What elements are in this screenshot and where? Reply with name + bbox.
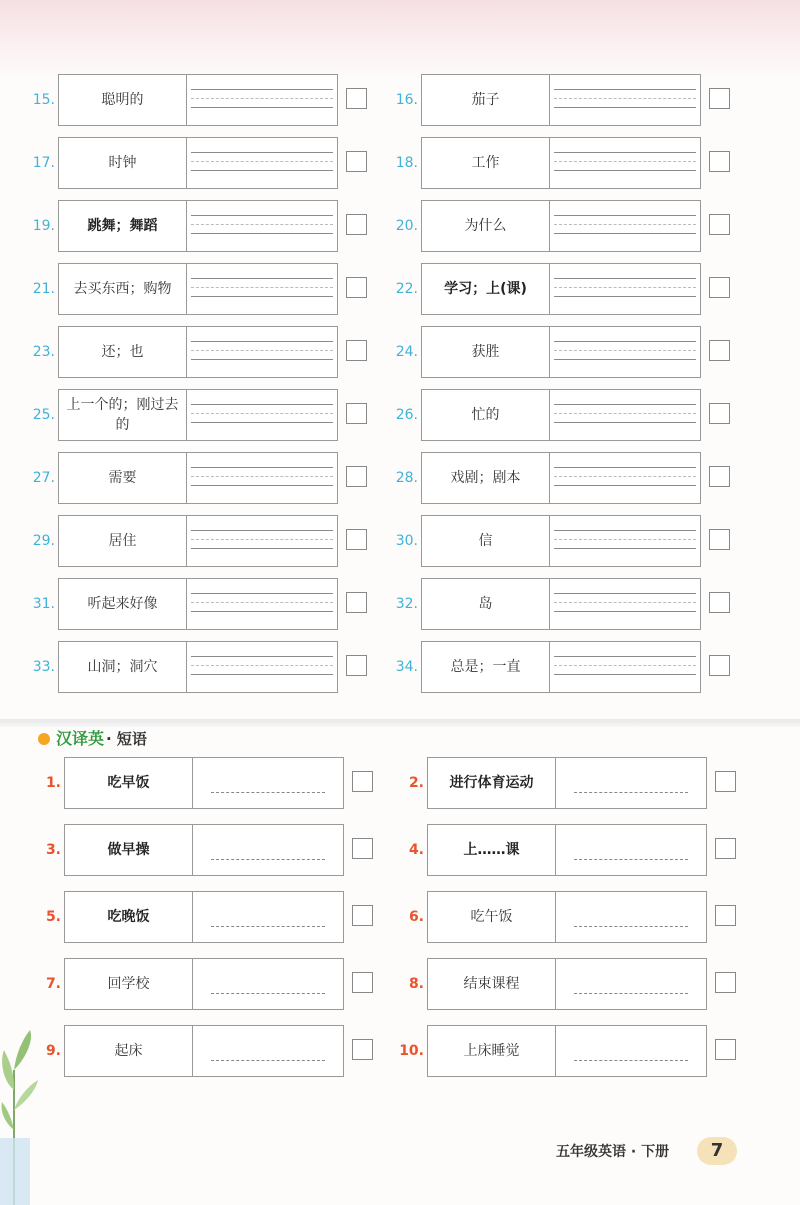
book-title: 五年级英语 · 下册 — [556, 1144, 670, 1160]
writing-area[interactable] — [193, 758, 343, 808]
answer-box — [64, 958, 344, 1010]
vocab-item — [363, 74, 743, 126]
writing-area[interactable] — [556, 758, 706, 808]
writing-area[interactable] — [187, 264, 337, 314]
item-number: 9. — [45, 1043, 61, 1059]
section-dot-icon — [38, 733, 50, 745]
answer-box — [427, 824, 707, 876]
item-number: 28. — [395, 470, 418, 486]
writing-area[interactable] — [550, 75, 700, 125]
vocab-item — [0, 389, 380, 441]
chinese-prompt: 获胜 — [422, 327, 550, 377]
section-divider — [0, 719, 800, 727]
answer-box — [58, 326, 338, 378]
phrase-item — [6, 1025, 386, 1077]
item-number: 33. — [32, 659, 55, 675]
chinese-prompt: 起床 — [65, 1026, 193, 1076]
item-number: 8. — [408, 976, 424, 992]
chinese-prompt: 吃早饭 — [65, 758, 193, 808]
answer-box — [58, 515, 338, 567]
writing-area[interactable] — [187, 642, 337, 692]
phrase-item — [6, 958, 386, 1010]
item-number: 30. — [395, 533, 418, 549]
writing-area[interactable] — [550, 390, 700, 440]
vocab-item — [0, 641, 380, 693]
vocab-item — [363, 641, 743, 693]
chinese-prompt: 上床睡觉 — [428, 1026, 556, 1076]
vocab-item — [363, 452, 743, 504]
check-box[interactable] — [709, 529, 730, 550]
vocab-item — [0, 74, 380, 126]
item-number: 1. — [45, 775, 61, 791]
check-box[interactable] — [715, 1039, 736, 1060]
writing-area[interactable] — [550, 138, 700, 188]
writing-area[interactable] — [556, 892, 706, 942]
writing-area[interactable] — [193, 892, 343, 942]
chinese-prompt: 上……课 — [428, 825, 556, 875]
plant-decoration-icon — [0, 1010, 40, 1205]
writing-area[interactable] — [187, 516, 337, 566]
chinese-prompt: 信 — [422, 516, 550, 566]
writing-area[interactable] — [187, 138, 337, 188]
check-box[interactable] — [709, 340, 730, 361]
item-number: 23. — [32, 344, 55, 360]
writing-area[interactable] — [556, 959, 706, 1009]
item-number: 10. — [399, 1043, 424, 1059]
phrase-item — [369, 1025, 749, 1077]
chinese-prompt: 上一个的；刚过去的 — [59, 390, 187, 440]
writing-area[interactable] — [187, 75, 337, 125]
item-number: 32. — [395, 596, 418, 612]
chinese-prompt: 山洞；洞穴 — [59, 642, 187, 692]
phrase-item — [6, 824, 386, 876]
item-number: 4. — [408, 842, 424, 858]
writing-area[interactable] — [193, 1026, 343, 1076]
answer-box — [427, 757, 707, 809]
writing-area[interactable] — [550, 201, 700, 251]
section-title — [38, 727, 147, 751]
item-number: 29. — [32, 533, 55, 549]
chinese-prompt: 为什么 — [422, 201, 550, 251]
writing-area[interactable] — [550, 516, 700, 566]
answer-box — [427, 1025, 707, 1077]
check-box[interactable] — [709, 403, 730, 424]
chinese-prompt: 还；也 — [59, 327, 187, 377]
item-number: 16. — [395, 92, 418, 108]
vocab-item — [363, 578, 743, 630]
check-box[interactable] — [709, 88, 730, 109]
vocab-item — [363, 515, 743, 567]
check-box[interactable] — [709, 466, 730, 487]
chinese-prompt: 学习；上(课) — [422, 264, 550, 314]
answer-box — [421, 452, 701, 504]
answer-box — [421, 326, 701, 378]
phrase-item — [6, 757, 386, 809]
writing-area[interactable] — [550, 642, 700, 692]
section-title-text: 汉译英 — [56, 729, 105, 748]
chinese-prompt: 聪明的 — [59, 75, 187, 125]
answer-box — [421, 74, 701, 126]
item-number: 22. — [395, 281, 418, 297]
vocab-item — [363, 326, 743, 378]
item-number: 31. — [32, 596, 55, 612]
item-number: 34. — [395, 659, 418, 675]
writing-area[interactable] — [550, 327, 700, 377]
chinese-prompt: 时钟 — [59, 138, 187, 188]
writing-area[interactable] — [193, 959, 343, 1009]
chinese-prompt: 岛 — [422, 579, 550, 629]
answer-box — [64, 757, 344, 809]
vocab-item — [363, 389, 743, 441]
item-number: 15. — [32, 92, 55, 108]
answer-box — [64, 1025, 344, 1077]
answer-box — [427, 891, 707, 943]
vocab-item — [0, 263, 380, 315]
answer-box — [421, 389, 701, 441]
item-number: 21. — [32, 281, 55, 297]
item-number: 25. — [32, 407, 55, 423]
chinese-prompt: 戏剧；剧本 — [422, 453, 550, 503]
item-number: 6. — [408, 909, 424, 925]
answer-box — [58, 578, 338, 630]
check-box[interactable] — [709, 277, 730, 298]
check-box[interactable] — [709, 214, 730, 235]
chinese-prompt: 回学校 — [65, 959, 193, 1009]
check-box[interactable] — [709, 151, 730, 172]
chinese-prompt: 跳舞；舞蹈 — [59, 201, 187, 251]
check-box[interactable] — [715, 771, 736, 792]
writing-area[interactable] — [187, 201, 337, 251]
check-box[interactable] — [715, 972, 736, 993]
answer-box — [421, 641, 701, 693]
writing-area[interactable] — [187, 390, 337, 440]
check-box[interactable] — [715, 838, 736, 859]
answer-box — [421, 515, 701, 567]
phrase-item — [369, 757, 749, 809]
item-number: 3. — [45, 842, 61, 858]
chinese-prompt: 茄子 — [422, 75, 550, 125]
page-number: 7 — [697, 1137, 737, 1165]
vocab-item — [0, 137, 380, 189]
item-number: 26. — [395, 407, 418, 423]
vocab-item — [363, 200, 743, 252]
writing-area[interactable] — [187, 579, 337, 629]
answer-box — [58, 389, 338, 441]
vocab-item — [363, 263, 743, 315]
chinese-prompt: 听起来好像 — [59, 579, 187, 629]
answer-box — [58, 137, 338, 189]
writing-area[interactable] — [550, 264, 700, 314]
answer-box — [64, 824, 344, 876]
answer-box — [58, 452, 338, 504]
phrase-item — [369, 824, 749, 876]
check-box[interactable] — [715, 905, 736, 926]
item-number: 18. — [395, 155, 418, 171]
writing-area[interactable] — [556, 825, 706, 875]
answer-box — [421, 578, 701, 630]
check-box[interactable] — [709, 655, 730, 676]
chinese-prompt: 结束课程 — [428, 959, 556, 1009]
vocab-item — [0, 578, 380, 630]
chinese-prompt: 吃午饭 — [428, 892, 556, 942]
vocab-item — [363, 137, 743, 189]
chinese-prompt: 工作 — [422, 138, 550, 188]
phrase-item — [6, 891, 386, 943]
phrase-item — [369, 958, 749, 1010]
item-number: 24. — [395, 344, 418, 360]
item-number: 27. — [32, 470, 55, 486]
phrase-item — [369, 891, 749, 943]
answer-box — [58, 200, 338, 252]
chinese-prompt: 居住 — [59, 516, 187, 566]
vocab-item — [0, 452, 380, 504]
writing-area[interactable] — [193, 825, 343, 875]
chinese-prompt: 做早操 — [65, 825, 193, 875]
writing-area[interactable] — [187, 327, 337, 377]
writing-area[interactable] — [550, 579, 700, 629]
item-number: 19. — [32, 218, 55, 234]
answer-box — [58, 641, 338, 693]
vocab-item — [0, 326, 380, 378]
chinese-prompt: 忙的 — [422, 390, 550, 440]
vocab-item — [0, 515, 380, 567]
chinese-prompt: 总是；一直 — [422, 642, 550, 692]
chinese-prompt: 进行体育运动 — [428, 758, 556, 808]
answer-box — [58, 74, 338, 126]
item-number: 2. — [408, 775, 424, 791]
vocab-item — [0, 200, 380, 252]
writing-area[interactable] — [187, 453, 337, 503]
chinese-prompt: 需要 — [59, 453, 187, 503]
answer-box — [427, 958, 707, 1010]
answer-box — [421, 263, 701, 315]
check-box[interactable] — [709, 592, 730, 613]
answer-box — [421, 200, 701, 252]
chinese-prompt: 去买东西；购物 — [59, 264, 187, 314]
writing-area[interactable] — [550, 453, 700, 503]
answer-box — [421, 137, 701, 189]
item-number: 7. — [45, 976, 61, 992]
writing-area[interactable] — [556, 1026, 706, 1076]
item-number: 20. — [395, 218, 418, 234]
item-number: 5. — [45, 909, 61, 925]
section-subtitle: · 短语 — [106, 730, 147, 748]
answer-box — [58, 263, 338, 315]
item-number: 17. — [32, 155, 55, 171]
answer-box — [64, 891, 344, 943]
chinese-prompt: 吃晚饭 — [65, 892, 193, 942]
